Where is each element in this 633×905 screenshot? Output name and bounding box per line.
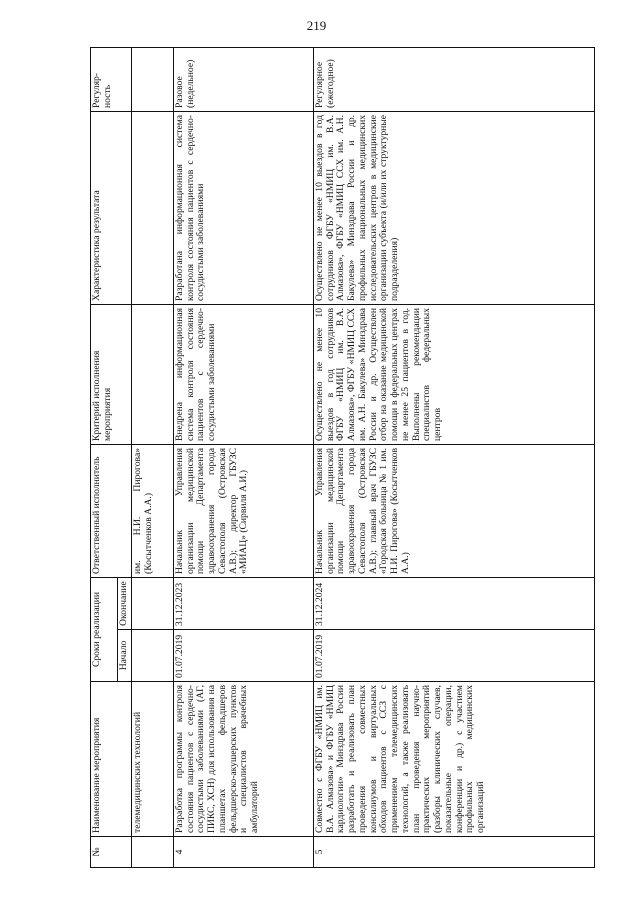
header-start: Начало <box>118 630 132 682</box>
row-criterion: Внедрена информационная система контроля состояния пациентов с сердечно-сосудистыми заболеваниями <box>174 304 314 444</box>
header-result: Характеристика результата <box>91 111 132 304</box>
measures-table <box>90 47 595 868</box>
row-criterion: Осуществлено не менее 10 выездов в год сотрудников ФГБУ «НМИЦ им. В.А. Алмазова», ФГБУ «НМИЦ ССХ им. А.Н. Бакулева» Минздрава России и др. Осуществлен отбор на оказание медицинской помощи в федеральных центрах не менее 25 пациентов в год. Выполнены рекомендации специалистов федеральных центров <box>314 304 595 444</box>
cont-responsible: им. Н.И. Пирогова» (Косытченков А.А.) <box>132 444 174 577</box>
row-start: 01.07.2019 <box>314 630 595 682</box>
table-row <box>174 47 314 867</box>
row-regularity: Регулярное (ежегодное) <box>314 47 595 111</box>
row-end: 31.12.2023 <box>174 577 314 629</box>
row-responsible: Начальник Управления организации медицинской помощи Департамента здравоохранения города Севастополя (Островская А.В.); главный врач ГБУЗС «Городская больница № 1 им. Н.И. Пирогова» (Косытченков А.А.) <box>314 444 595 577</box>
header-responsible: Ответственный исполнитель <box>91 444 132 577</box>
header-criterion: Критерий исполнения мероприятия <box>91 304 132 444</box>
continuation-row <box>132 47 174 867</box>
cont-num <box>132 837 174 868</box>
header-end: Окончание <box>118 577 132 629</box>
cont-result <box>132 111 174 304</box>
row-num: 5 <box>314 837 595 868</box>
header-regularity: Регуляр-ность <box>91 47 132 111</box>
row-num: 4 <box>174 837 314 868</box>
header-name: Наименование мероприятия <box>91 682 132 837</box>
header-row <box>91 47 118 867</box>
row-name: Совместно с ФГБУ «НМИЦ им. В.А. Алмазова» и ФГБУ «НМИЦ кардиологии» Минздрава России разработать и реализовать план проведения совместных консилиумов и виртуальных обходов пациентов с ССЗ с применением телемедицинских технологий, а также реализовать план проведения научно-практических мероприятий (разборы клинических случаев, показательные операции, конференции и др.) с участием профильных медицинских организаций <box>314 682 595 837</box>
row-end: 31.12.2024 <box>314 577 595 629</box>
row-result: Разработана информационная система контроля состояния пациентов с сердечно-сосудистыми заболеваниями <box>174 111 314 304</box>
row-regularity: Разовое (недельное) <box>174 47 314 111</box>
row-responsible: Начальник Управления организации медицинской помощи Департамента здравоохранения города Севастополя (Островская А.В.); директор ГБУЗС «МИАЦ» (Сирвиля А.И.) <box>174 444 314 577</box>
row-name: Разработка программы контроля состояния пациентов с сердечно-сосудистыми заболеваниями (АГ, ПИКС, ХСН) для использования на планшетах фельдшеров фельдшерско-акушерских пунктов и специалистов врачебных амбулаторий <box>174 682 314 837</box>
cont-regularity <box>132 47 174 111</box>
header-terms: Сроки реализации <box>91 577 118 681</box>
header-num: № <box>91 837 132 868</box>
cont-end <box>132 577 174 629</box>
cont-criterion <box>132 304 174 444</box>
row-result: Осуществлено не менее 10 выездов в год сотрудников ФГБУ «НМИЦ им. В.А. Алмазова», ФГБУ «НМИЦ ССХ им. А.Н. Бакулева» Минздрава России и др. профильных национальных медицинских исследовательских центров в медицинские организации субъекта (и/или их структурные подразделения) <box>314 111 595 304</box>
table-row <box>314 47 595 867</box>
cont-name: телемедицинских технологий <box>132 682 174 837</box>
cont-start <box>132 630 174 682</box>
page-number: 219 <box>306 18 327 33</box>
rotated-table-wrapper <box>90 48 595 868</box>
row-start: 01.07.2019 <box>174 630 314 682</box>
